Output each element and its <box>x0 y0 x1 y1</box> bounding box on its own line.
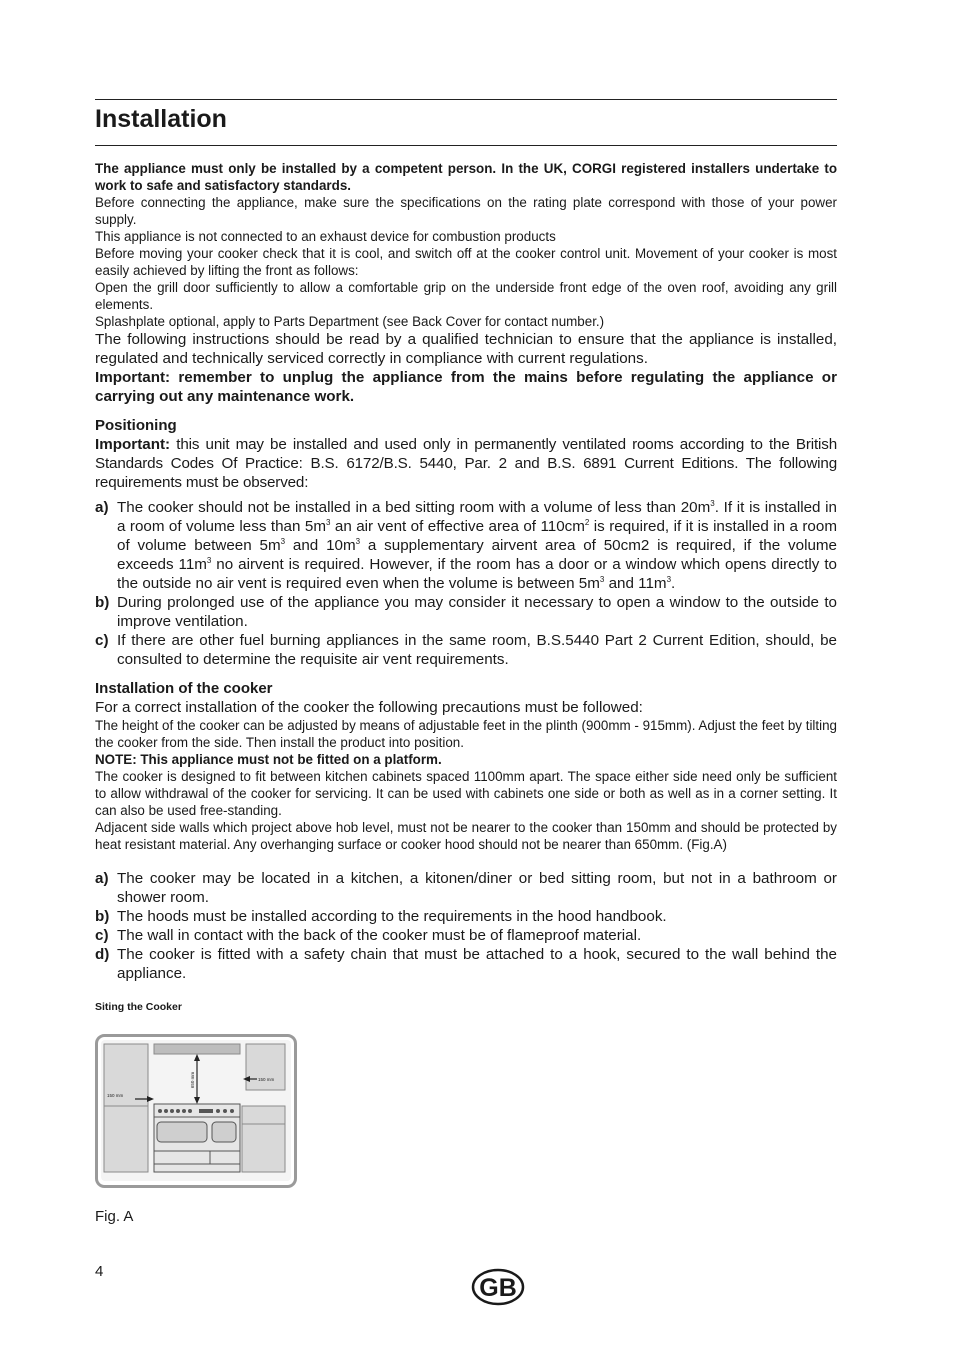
item-text: The cooker should not be installed in a bed sitting room with a volume of less than $20m^3$. If it is installed in a room of volume less than $5m^3$ an air vent of effective area of $110cm^2$ is required, if it is installed in a room of volume between $5m^3$ and $10m^3$ a supplementary airvent area of 50cm2 is required, if the volume exceeds $11m^3$ no airvent is required. However, if the room has a door or a window which opens directly to the outside no air vent is required even when the volume is between $5m^3$ and $11m^3$. <box>117 498 837 592</box>
grill-door-text: Open the grill door sufficiently to allow a comfortable grip on the underside front edge of the oven roof, avoiding any grill elements. <box>95 280 837 312</box>
positioning-item-b <box>95 593 837 631</box>
cooker-siting-diagram <box>95 1034 297 1188</box>
item-text: The hoods must be installed according to the requirements in the hood handbook. <box>117 908 667 925</box>
cooker-installation-heading: Installation of the cooker <box>95 680 273 697</box>
dim-left-label: 150 mm <box>107 1093 124 1098</box>
second-oven-door <box>212 1122 236 1142</box>
location-item-c <box>95 926 837 945</box>
figure-caption: Siting the Cooker <box>95 1001 182 1013</box>
top-rule <box>95 99 837 100</box>
gb-country-badge <box>471 1268 525 1306</box>
important-text: this unit may be installed and used only in permanently ventilated rooms according to the British Standards Codes Of Practice: B.S. 6172/B.S. 5440, Par. 2 and B.S. 6891 Current Editions. The following requirements must be observed: <box>95 436 837 491</box>
cabinets-text: The cooker is designed to fit between kitchen cabinets spaced 1100mm apart. The space either side need only be sufficient to allow withdrawal of the cooker for servicing. It can be used with cabinets one side or both as well as in a corner setting. It can also be used free-standing. <box>95 769 837 818</box>
item-label: b) <box>95 908 110 925</box>
moving-text: Before moving your cooker check that it is cool, and switch off at the cooker control unit. Movement of your cooker is most easily achieved by lifting the front as follows: <box>95 246 837 278</box>
left-tall-cabinet <box>104 1044 148 1172</box>
item-label: a) <box>95 499 109 516</box>
unplug-warning: Important: remember to unplug the appliance from the mains before regulating the appliance or carrying out any maintenance work. <box>95 369 837 405</box>
item-text: The wall in contact with the back of the cooker must be of flameproof material. <box>117 927 642 944</box>
location-item-b <box>95 907 837 926</box>
side-walls-text: Adjacent side walls which project above hob level, must not be nearer to the cooker than 150mm and should be protected by heat resistant material. Any overhanging surface or cooker hood should not be nearer than 650mm. (Fig.A) <box>95 820 837 852</box>
page-title: Installation <box>95 105 227 133</box>
title-rule <box>95 145 837 146</box>
badge-text: GB <box>479 1274 517 1302</box>
competent-warning: The appliance must only be installed by a competent person. In the UK, CORGI registered installers undertake to work to safe and satisfactory standards. <box>95 161 837 193</box>
location-item-d <box>95 945 837 983</box>
right-wall-cabinet <box>246 1044 285 1090</box>
location-list <box>95 869 837 983</box>
dim-right-label: 150 mm <box>258 1077 275 1082</box>
dim-vertical-label: 650 mm <box>190 1071 195 1089</box>
item-label: d) <box>95 946 110 963</box>
item-label: a) <box>95 870 109 887</box>
right-base-cabinet <box>242 1106 285 1172</box>
location-item-a <box>95 869 837 907</box>
item-text: The cooker is fitted with a safety chain that must be attached to a hook, secured to the wall behind the appliance. <box>117 946 837 982</box>
rating-plate-text: Before connecting the appliance, make sure the specifications on the rating plate correspond with those of your power supply. <box>95 195 837 227</box>
item-text: During prolonged use of the appliance you may consider it necessary to open a window to the outside to improve ventilation. <box>117 594 837 630</box>
exhaust-text: This appliance is not connected to an exhaust device for combustion products <box>95 229 556 244</box>
height-text: The height of the cooker can be adjusted by means of adjustable feet in the plinth (900mm - 915mm). Adjust the feet by tilting the cooker from the side. Then install the product into position. <box>95 718 837 750</box>
precautions-text: For a correct installation of the cooker the following precautions must be followed: <box>95 699 643 716</box>
main-oven-door <box>157 1122 207 1142</box>
important-label: Important: <box>95 436 171 453</box>
item-label: c) <box>95 927 109 944</box>
positioning-list <box>95 498 837 669</box>
splashplate-text: Splashplate optional, apply to Parts Department (see Back Cover for contact number.) <box>95 314 605 329</box>
positioning-important <box>95 435 837 492</box>
main-content <box>95 160 837 983</box>
platform-note: NOTE: This appliance must not be fitted on a platform. <box>95 752 442 767</box>
positioning-item-c <box>95 631 837 669</box>
item-text: If there are other fuel burning appliances in the same room, B.S.5440 Part 2 Current Edition, should, be consulted to determine the requisite air vent requirements. <box>117 632 837 668</box>
item-label: b) <box>95 594 110 611</box>
page-number: 4 <box>95 1263 104 1280</box>
qualified-text: The following instructions should be read by a qualified technician to ensure that the appliance is installed, regulated and technically serviced correctly in compliance with current regulations. <box>95 331 837 367</box>
item-text: The cooker may be located in a kitchen, a kitonen/diner or bed sitting room, but not in a bathroom or shower room. <box>117 870 837 906</box>
item-label: c) <box>95 632 109 649</box>
positioning-heading: Positioning <box>95 417 177 434</box>
figure-label: Fig. A <box>95 1208 134 1225</box>
positioning-item-a <box>95 498 837 593</box>
cooker-hood <box>154 1044 240 1054</box>
